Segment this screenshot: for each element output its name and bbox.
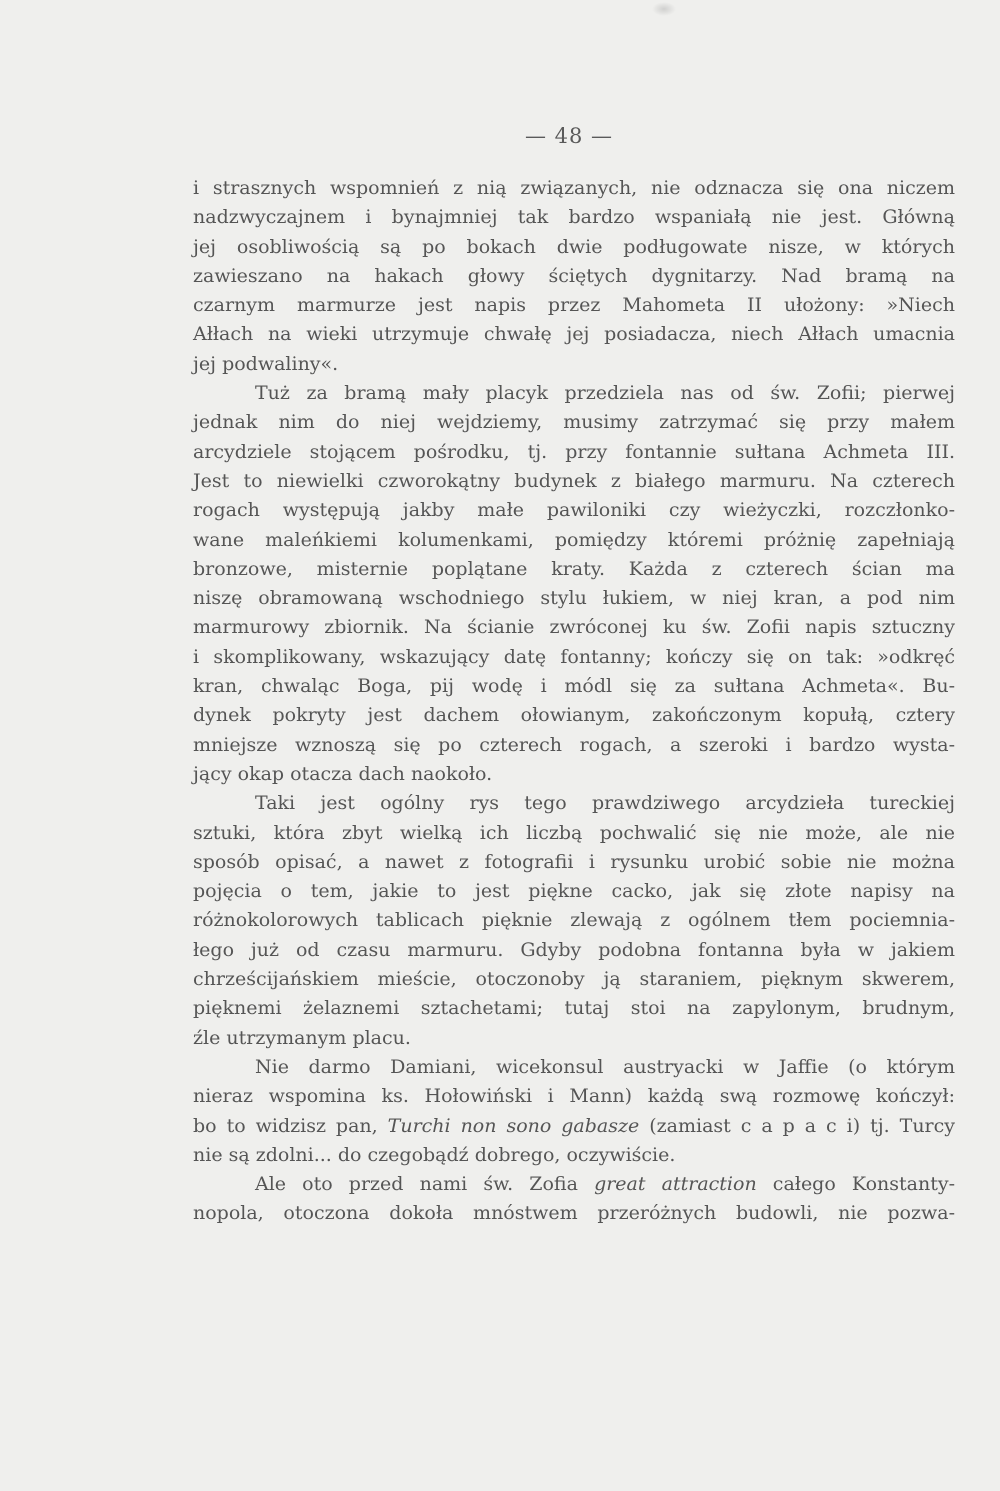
text-line: zawieszano na hakach głowy ściętych dygnitarzy. Nad bramą na bbox=[193, 264, 955, 287]
text-line: jej podwaliny«. bbox=[193, 352, 339, 375]
text-line: różnokolorowych tablicach pięknie zlewają z ogólnem tłem pociemnia- bbox=[193, 909, 955, 932]
text-line: sposób opisać, a nawet z fotografii i rysunku urobić sobie nie można bbox=[193, 850, 955, 873]
text-line: arcydziele stojącem pośrodku, tj. przy fontannie sułtana Achmeta III. bbox=[193, 440, 955, 463]
text-line: jący okap otacza dach naokoło. bbox=[193, 762, 493, 785]
text-body bbox=[193, 174, 955, 1229]
text-line: łego już od czasu marmuru. Gdyby podobna fontanna była w jakiem bbox=[193, 938, 955, 961]
text-line: Jest to niewielki czworokątny budynek z białego marmuru. Na czterech bbox=[193, 469, 955, 492]
text-line: pojęcia o tem, jakie to jest piękne cacko, jak się złote napisy na bbox=[193, 880, 955, 903]
text-line: i skomplikowany, wskazujący datę fontanny; kończy się on tak: »odkręć bbox=[193, 645, 955, 668]
text-line: nie są zdolni... do czegobądź dobrego, oczywiście. bbox=[193, 1143, 676, 1166]
paragraph-first-line: Nie darmo Damiani, wicekonsul austryacki w Jaffie (o którym bbox=[255, 1055, 955, 1078]
line-segment: całego Konstanty- bbox=[756, 1173, 956, 1196]
text-line: nopola, otoczona dokoła mnóstwem przeróżnych budowli, nie pozwa- bbox=[193, 1202, 955, 1225]
paper-stain bbox=[652, 2, 676, 16]
text-line: mniejsze wznoszą się po czterech rogach, a szeroki i bardzo wysta- bbox=[193, 733, 955, 756]
text-line: jej osobliwością są po bokach dwie podługowate nisze, w których bbox=[193, 235, 955, 258]
text-line: sztuki, która zbyt wielką ich liczbą pochwalić się nie może, ale nie bbox=[193, 821, 955, 844]
text-line: marmurowy zbiornik. Na ścianie zwróconej ku św. Zofii napis sztuczny bbox=[193, 616, 955, 639]
line-segment: Ale oto przed nami św. Zofia bbox=[255, 1173, 595, 1196]
italic-phrase: great attraction bbox=[594, 1173, 757, 1196]
paragraph-first-line: Tuż za bramą mały placyk przedziela nas od św. Zofii; pierwej bbox=[255, 382, 955, 405]
text-line: pięknemi żelaznemi sztachetami; tutaj stoi na zapylonym, brudnym, bbox=[193, 997, 955, 1020]
text-line: kran, chwaląc Boga, pij wodę i módl się za sułtana Achmeta«. Bu- bbox=[193, 675, 955, 698]
text-line: chrześcijańskiem mieście, otoczonoby ją staraniem, pięknym skwerem, bbox=[193, 968, 955, 991]
paragraph-first-line: Taki jest ogólny rys tego prawdziwego arcydzieła tureckiej bbox=[255, 792, 955, 815]
text-line: niszę obramowaną wschodniego stylu łukiem, w niej kran, a pod nim bbox=[193, 587, 955, 610]
text-line: źle utrzymanym placu. bbox=[193, 1026, 411, 1049]
text-line: bronzowe, misternie poplątane kraty. Każda z czterech ścian ma bbox=[193, 557, 955, 580]
text-line: rogach występują jakby małe pawiloniki czy wieżyczki, rozczłonko- bbox=[193, 499, 955, 522]
line-segment: (zamiast c a p a c i) tj. Turcy bbox=[639, 1114, 956, 1137]
text-line: dynek pokryty jest dachem ołowianym, zakończonym kopułą, cztery bbox=[193, 704, 955, 727]
text-line: nieraz wspomina ks. Hołowiński i Mann) każdą swą rozmowę kończył: bbox=[193, 1085, 955, 1108]
text-line: i strasznych wspomnień z nią związanych, nie odznacza się ona niczem bbox=[193, 177, 955, 199]
text-line: jednak nim do niej wejdziemy, musimy zatrzymać się przy małem bbox=[193, 411, 955, 434]
text-line: Ałłach na wieki utrzymuje chwałę jej posiadacza, niech Ałłach umacnia bbox=[193, 323, 955, 346]
page-number: — 48 — bbox=[524, 124, 614, 148]
text-line: nadzwyczajnem i bynajmniej tak bardzo wspaniałą nie jest. Główną bbox=[193, 206, 955, 229]
paragraph-first-line bbox=[193, 1170, 955, 1199]
text-line: czarnym marmurze jest napis przez Mahometa II ułożony: »Niech bbox=[193, 294, 955, 317]
line-segment: bo to widzisz pan, bbox=[193, 1114, 388, 1137]
text-line bbox=[193, 1112, 955, 1141]
italic-phrase: Turchi non sono gabasze bbox=[387, 1114, 640, 1137]
text-line: wane maleńkiemi kolumenkami, pomiędzy któremi próżnię zapełniają bbox=[193, 528, 955, 551]
